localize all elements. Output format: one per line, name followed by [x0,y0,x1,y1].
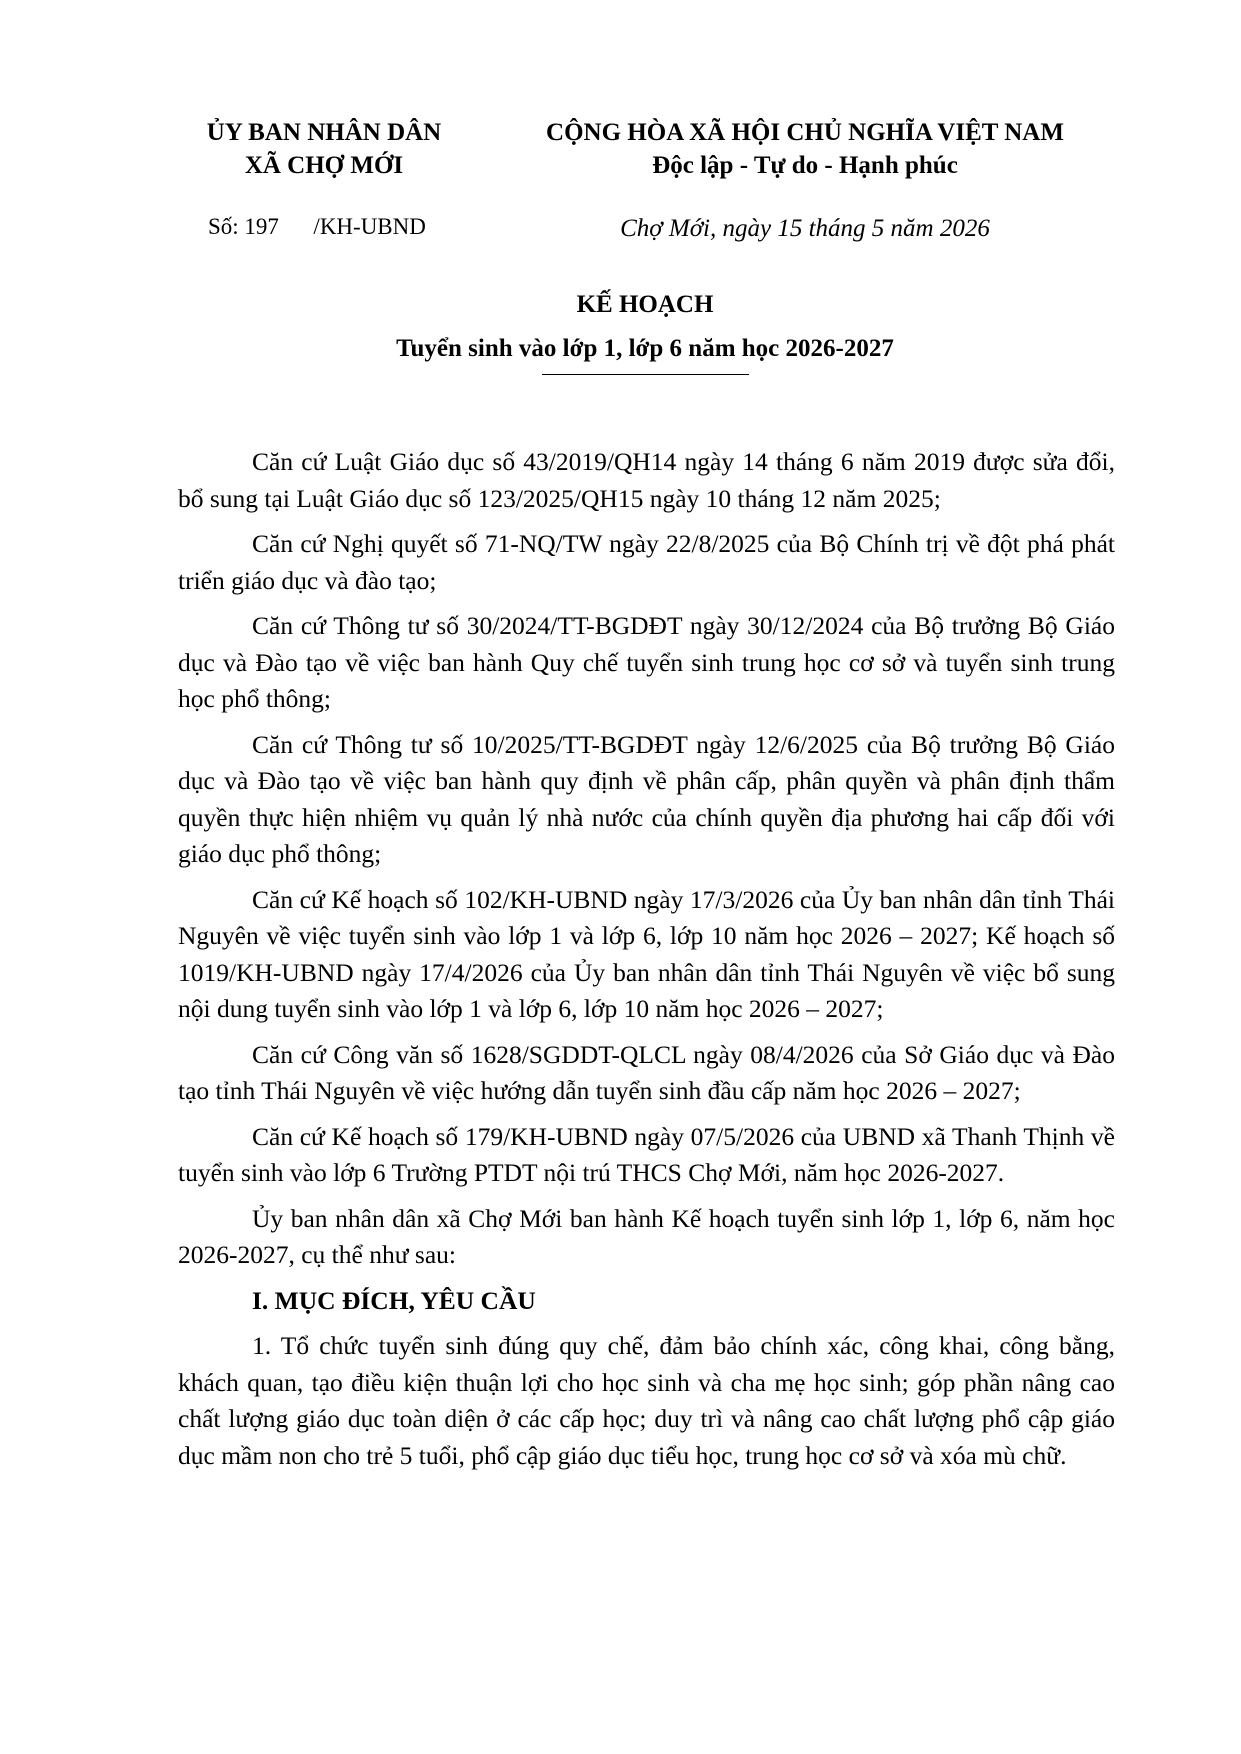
promulgation-paragraph: Ủy ban nhân dân xã Chợ Mới ban hành Kế hoạch tuyển sinh lớp 1, lớp 6, năm học 2026-2027, cụ thể như sau: [178,1203,1115,1269]
national-header [500,116,1110,182]
legal-basis-paragraph: Căn cứ Thông tư số 30/2024/TT-BGDĐT ngày 30/12/2024 của Bộ trưởng Bộ Giáo dục và Đào tạo về việc ban hành Quy chế tuyển sinh trung học cơ sở và tuyển sinh trung học phổ thông; [178,611,1115,713]
document-subject: Tuyển sinh vào lớp 1, lớp 6 năm học 2026-2027 [396,335,894,362]
section-heading: I. MỤC ĐÍCH, YÊU CẦU [252,1285,536,1315]
document-type: KẾ HOẠCH [576,291,714,318]
section-paragraph: 1. Tổ chức tuyển sinh đúng quy chế, đảm bảo chính xác, công khai, công bằng, khách quan, tạo điều kiện thuận lợi cho học sinh và cha mẹ học sinh; góp phần nâng cao chất lượng giáo dục toàn diện ở các cấp học; duy trì và nâng cao chất lượng phổ cập giáo dục mầm non cho trẻ 5 tuổi, phổ cập giáo dục tiểu học, trung học cơ sở và xóa mù chữ. [178,1331,1115,1470]
document-number: Số: 197 /KH-UBND [208,214,426,239]
title-underline [542,374,749,375]
document-title [170,288,1120,375]
legal-basis-paragraph: Căn cứ Nghị quyết số 71-NQ/TW ngày 22/8/2025 của Bộ Chính trị về đột phá phát triển giáo dục và đào tạo; [178,529,1115,595]
document-body [178,444,1115,1483]
issuing-agency [188,116,460,182]
legal-basis-paragraph: Căn cứ Thông tư số 10/2025/TT-BGDĐT ngày 12/6/2025 của Bộ trưởng Bộ Giáo dục và Đào tạo về việc ban hành quy định về phân cấp, phân quyền và phân định thẩm quyền thực hiện nhiệm vụ quản lý nhà nước của chính quyền địa phương hai cấp đối với giáo dục phổ thông; [178,729,1115,868]
place-and-date: Chợ Mới, ngày 15 tháng 5 năm 2026 [620,215,990,242]
agency-name-line1: ỦY BAN NHÂN DÂN [206,119,442,146]
agency-name-line2: XÃ CHỢ MỚI [244,152,404,179]
legal-basis-paragraph: Căn cứ Luật Giáo dục số 43/2019/QH14 ngày 14 tháng 6 năm 2019 được sửa đổi, bổ sung tại Luật Giáo dục số 123/2025/QH15 ngày 10 tháng 12 năm 2025; [178,447,1115,513]
legal-basis-paragraph: Căn cứ Kế hoạch số 179/KH-UBND ngày 07/5/2026 của UBND xã Thanh Thịnh về tuyển sinh vào lớp 6 Trường PTDT nội trú THCS Chợ Mới, năm học 2026-2027. [178,1121,1115,1187]
nation-name: CỘNG HÒA XÃ HỘI CHỦ NGHĨA VIỆT NAM [546,119,1064,146]
legal-basis-paragraph: Căn cứ Công văn số 1628/SGDDT-QLCL ngày 08/4/2026 của Sở Giáo dục và Đào tạo tỉnh Thái Nguyên về việc hướng dẫn tuyển sinh đầu cấp năm học 2026 – 2027; [178,1039,1115,1105]
national-motto: Độc lập - Tự do - Hạnh phúc [652,152,958,179]
legal-basis-paragraph: Căn cứ Kế hoạch số 102/KH-UBND ngày 17/3/2026 của Ủy ban nhân dân tỉnh Thái Nguyên về việc tuyển sinh vào lớp 1 và lớp 6, lớp 10 năm học 2026 – 2027; Kế hoạch số 1019/KH-UBND ngày 17/4/2026 của Ủy ban nhân dân tỉnh Thái Nguyên về việc bổ sung nội dung tuyển sinh vào lớp 1 và lớp 6, lớp 10 năm học 2026 – 2027; [178,884,1115,1023]
